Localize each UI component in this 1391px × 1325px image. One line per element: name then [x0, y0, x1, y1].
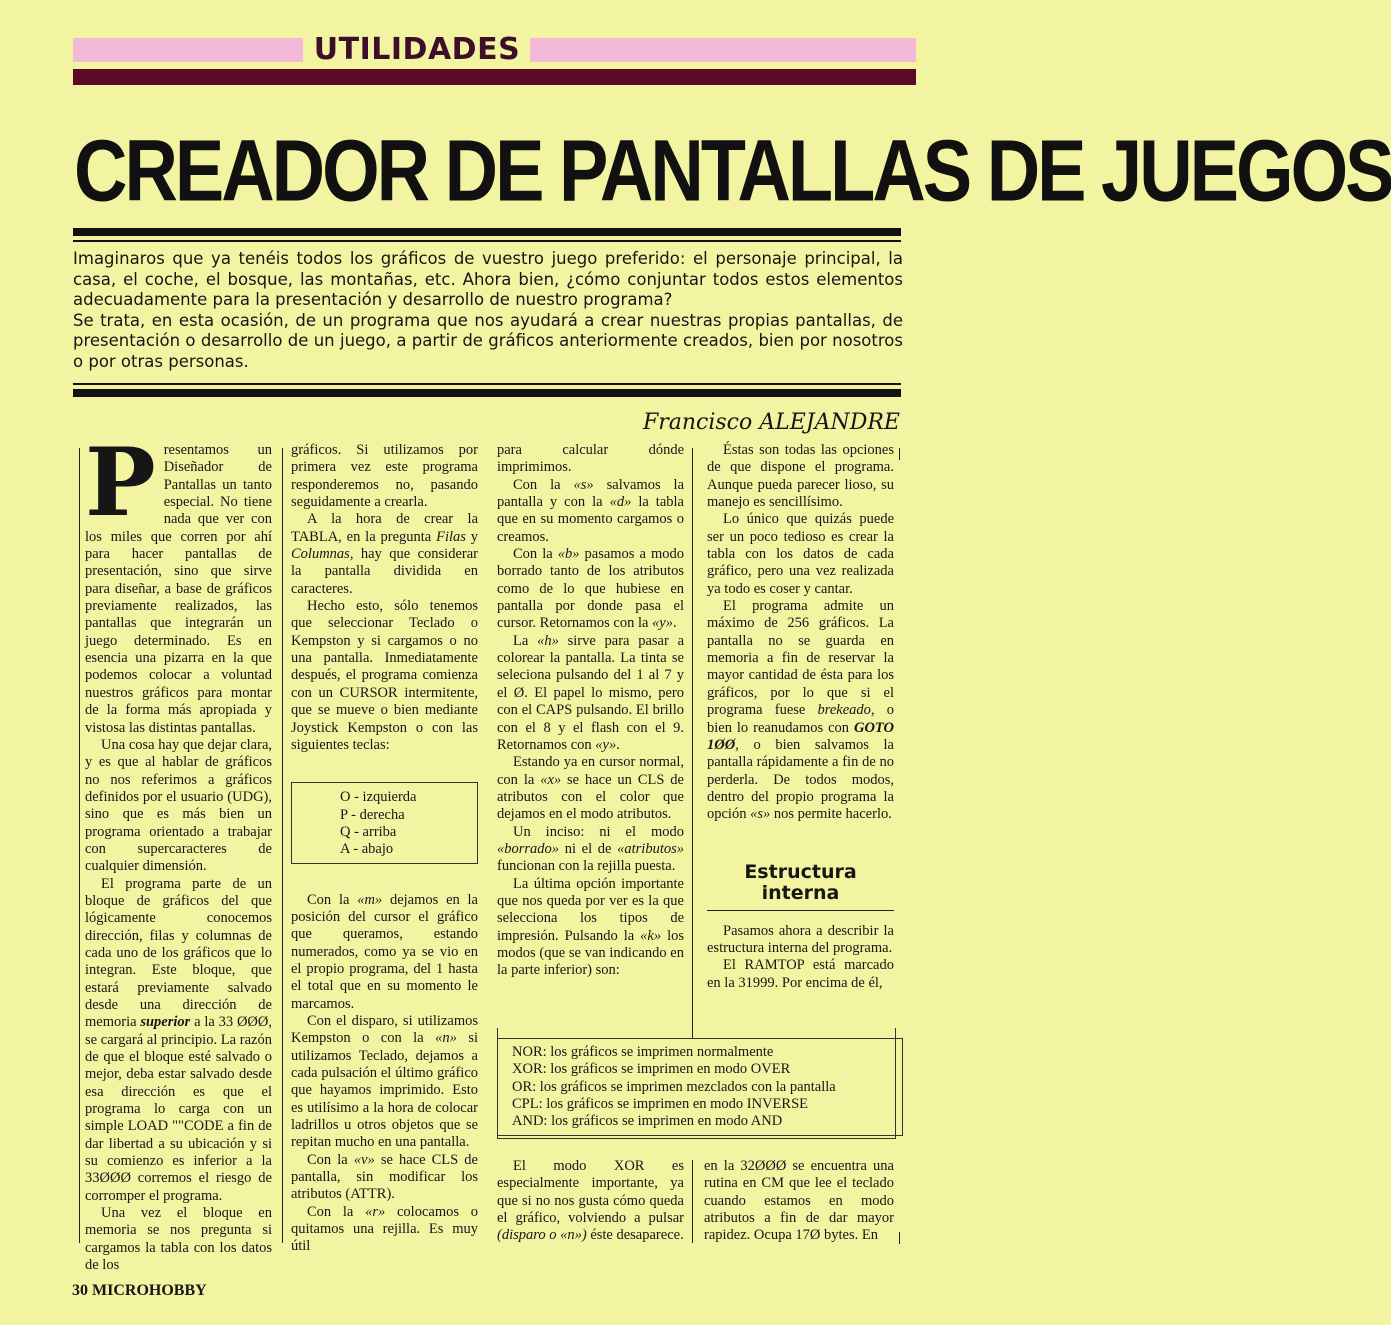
col3-p4-c: sirve para pasar a colorear la pantalla. La tinta se seleciona pulsando del 1 al 7 y el Ø. El papel lo mismo, pero con el CAPS pulsando. El brillo con el 8 y el flash con el 9. Retornamos con — [497, 632, 685, 753]
col3-p6-e: funcionan con la rejilla puesta. — [497, 858, 676, 875]
col3-p2-e: la tabla que en su momento cargamos o creamos. — [497, 494, 684, 545]
lead-p2: Se trata, en esta ocasión, de un programa que nos ayudará a crear nuestras propias pantallas, de presentación o desarrollo de un juego, a partir de gráficos anteriormente creados, bien por nosotros o por otras personas. — [73, 310, 903, 371]
column-rule-6 — [899, 1232, 900, 1244]
lead-rule-thin — [73, 383, 901, 385]
column-rule-3 — [692, 448, 693, 1038]
col2-p4-c: dejamos en la posición del cursor el gráfico que queramos, estando numerados, como ya se vio en el propio programa, del 1 hasta el total que en su momento le marcamos. — [291, 891, 478, 1012]
page-footer: 30 MICROHOBBY — [72, 1282, 207, 1299]
col4-p3-a: El programa admite un máximo de 256 gráficos. La pantalla no se guarda en memoria a fin de reservar la mayor cantidad de ésta para los gráficos, por lo que si el programa fuese — [707, 598, 894, 719]
col2-p2-e: , hay que considerar la pantalla dividida en caracteres. — [291, 546, 478, 597]
col3-p2-c: salvamos la pantalla y con la — [497, 476, 684, 511]
title-rule-thin — [73, 240, 901, 242]
col3-p6-b: «borrado» — [497, 840, 560, 857]
subheading: Estructura interna — [744, 860, 857, 904]
col3-p2-a: Con la — [513, 476, 574, 493]
col3-p3-c: pasamos a modo borrado tanto de los atributos como de lo que hubiese en pantalla por donde pasa el cursor. Retornamos con la — [497, 546, 684, 632]
print-modes-box — [497, 1038, 903, 1136]
col1-p1 — [85, 428, 272, 737]
section-bar-left — [73, 38, 303, 62]
col2-p7 — [291, 1204, 478, 1256]
col4-p3-b: brekeado — [817, 702, 871, 719]
col1-p3-c: a la 33 ØØØ, se cargará al principio. La razón de que el bloque esté salvado o mejor, deba estar salvado desde esa dirección es que el programa lo carga con un simple LOAD ""CODE a fin de dar libertad a su ubicación y si su comienzo es inferior a la 33ØØØ corremos el riesgo de corromper el programa. — [85, 1014, 272, 1204]
col4-p1: Éstas son todas las opciones de que dispone el programa. Aunque pueda parecer lioso, su manejo es sencillísimo. — [707, 442, 894, 511]
col3-p5-c: se hace un CLS de atributos con el color que dejamos en el modo atributos. — [497, 771, 684, 823]
col3-p4-d: «y» — [595, 736, 617, 753]
section-title: UTILIDADES — [313, 32, 521, 67]
col1-p3-a: El programa parte de un bloque de gráficos del que lógicamente conocemos dirección, filas y columnas de cada uno de los gráficos que lo integran. Este bloque, que estará previamente salvado desde una dirección de memoria — [85, 875, 272, 1031]
col3b-p1-c: éste desaparece. — [586, 1227, 684, 1244]
mode-and: AND: los gráficos se imprimen en modo AND — [512, 1113, 783, 1130]
col3-p3-d: «y» — [652, 615, 673, 632]
col3-p7-b: «k» — [640, 927, 662, 944]
col2-p5-a: Con el disparo, si utilizamos Kempston o con la — [291, 1012, 478, 1047]
col3-p4-a: La — [513, 632, 538, 649]
col3-p2-b: «s» — [573, 476, 594, 493]
title-rule-thick — [73, 228, 901, 236]
col3-p4-b: «h» — [537, 632, 559, 649]
lead-rule-thick — [73, 389, 901, 397]
col3-p2-d: «d» — [609, 494, 632, 511]
col2-p2-b: Filas — [436, 528, 466, 545]
mode-xor: XOR: los gráficos se imprimen en modo OVER — [512, 1061, 791, 1078]
col2-p1: gráficos. Si utilizamos por primera vez este programa responderemos no, pasando seguidamente a crearla. — [291, 442, 478, 511]
col4-p5: El RAMTOP está marcado en la 31999. Por encima de él, — [707, 957, 894, 991]
mode-or: OR: los gráficos se imprimen mezclados con la pantalla — [512, 1078, 836, 1095]
col2-p7-c: colocamos o quitamos una rejilla. Es muy útil — [291, 1203, 478, 1255]
col2-p2 — [291, 511, 478, 598]
col3-p7 — [497, 876, 684, 980]
col3b-p1-b: (disparo o «n») — [497, 1227, 587, 1244]
drop-cap: P — [85, 428, 156, 538]
col3-p6-d: «atributos» — [617, 840, 684, 857]
column-rule-2 — [282, 448, 283, 1243]
article-title: CREADOR DE PANTALLAS DE JUEGOS — [74, 121, 1391, 220]
col1-p4: Una vez el bloque en memoria se nos pregunta si cargamos la tabla con los datos de los — [85, 1205, 272, 1274]
lead-p1: Imaginaros que ya tenéis todos los gráficos de vuestro juego preferido: el personaje principal, la casa, el coche, el bosque, las montañas, etc. Ahora bien, ¿cómo conjuntar todos estos elementos adecuadamente para la presentación y desarrollo de nuestro programa? — [73, 249, 903, 309]
col2-p2-c: y — [465, 528, 479, 545]
col2-p5-c: si utilizamos Teclado, dejamos a cada pulsación el último gráfico que hayamos imprimido. Esto es utilísimo a la hora de colocar ladrillos u otros objetos que se repitan mucho en una pantalla. — [291, 1030, 478, 1151]
column-3-bottom — [497, 1158, 684, 1245]
mode-cpl: CPL: los gráficos se imprimen en modo INVERSE — [512, 1096, 809, 1113]
col3-p1: para calcular dónde imprimimos. — [497, 442, 684, 476]
col1-p3-b: superior — [140, 1014, 191, 1031]
col3-p3 — [497, 546, 684, 633]
col2-p6-a: Con la — [307, 1151, 354, 1168]
col3-p5-a: Estando ya en cursor normal, con la — [497, 754, 684, 788]
col2-p3: Hecho esto, sólo tenemos que seleccionar Teclado o Kempston y si cargamos o no una pantalla. Inmediatamente después, el programa comienza con un CURSOR intermitente, que se mueve o bien mediante Joystick Kempston o con las siguientes teclas: — [291, 598, 478, 753]
column-rule-1 — [79, 448, 80, 1243]
col3-p7-a: La última opción importante que nos queda por ver es la que selecciona los tipos de impresión. Pulsando la — [497, 875, 684, 944]
key-down: A - abajo — [340, 841, 394, 858]
mode-nor: NOR: los gráficos se imprimen normalmente — [512, 1044, 774, 1060]
keys-box — [291, 782, 478, 863]
col3-p4 — [497, 633, 684, 754]
col3-p7-c: los modos (que se van indicando en la parte inferior) son: — [497, 927, 684, 979]
lead-paragraph — [73, 249, 903, 372]
col2-p2-a: A la hora de crear la TABLA, en la pregunta — [291, 511, 478, 545]
section-bar-right — [530, 38, 916, 62]
column-2 — [291, 442, 479, 1255]
column-4 — [707, 442, 894, 1012]
col4-p3-c: , o bien lo reanudamos con — [707, 702, 894, 736]
col4b-p1: en la 32ØØØ se encuentra una rutina en CM que lee el teclado cuando estamos en modo atributos a fin de dar mayor rapidez. Ocupa 17Ø bytes. En — [704, 1158, 894, 1244]
col3-p3-a: Con la — [513, 546, 558, 563]
column-rule-5 — [692, 1160, 693, 1243]
header-rule — [73, 69, 916, 85]
col4-p3-f: «s» — [750, 806, 771, 823]
col3-p5 — [497, 754, 684, 823]
col4-p2: Lo único que quizás puede ser un poco tedioso es crear la tabla con los datos de cada gráfico, pero una vez realizada ya todo es coser y cantar. — [707, 511, 894, 597]
subheading-rule — [707, 910, 894, 911]
col2-p6 — [291, 1152, 478, 1204]
col4-p3 — [707, 598, 894, 823]
col2-p4-b: «m» — [357, 891, 383, 908]
col2-p6-b: «v» — [353, 1151, 375, 1168]
col3-p4-e: . — [616, 736, 620, 753]
col4-p3-g: nos permite hacerlo. — [770, 806, 892, 823]
col1-p2: Una cosa hay que dejar clara, y es que al hablar de gráficos no nos referimos a gráficos definidos por el usuario (UDG), sino que es más bien un programa orientado a trabajar con supercaracteres de cualquier dimensión. — [85, 736, 272, 875]
col2-p5 — [291, 1013, 478, 1152]
column-rule-4 — [899, 448, 900, 460]
column-1 — [85, 428, 272, 1274]
col2-p7-a: Con la — [307, 1203, 366, 1220]
column-4-bottom — [704, 1158, 894, 1245]
col2-p4 — [291, 892, 478, 1013]
key-right: P - derecha — [340, 806, 405, 823]
section-header — [73, 32, 916, 67]
col2-p4-a: Con la — [307, 891, 358, 908]
col3-p2 — [497, 477, 684, 546]
col1-p3 — [85, 876, 272, 1206]
col4-p4: Pasamos ahora a describir la estructura interna del programa. — [707, 922, 894, 956]
key-up: Q - arriba — [340, 823, 397, 840]
col3-p6 — [497, 824, 684, 876]
col2-p6-c: se hace CLS de pantalla, sin modificar los atributos (ATTR). — [291, 1151, 478, 1203]
col3-p3-e: . — [672, 615, 677, 632]
column-3 — [497, 442, 684, 1012]
col2-p7-b: «r» — [365, 1203, 386, 1220]
author-byline: Francisco ALEJANDRE — [642, 410, 900, 435]
col3b-p1 — [497, 1158, 684, 1245]
col4-p3-d: GOTO 1ØØ — [707, 719, 894, 753]
col4-p3-e: , o bien salvamos la pantalla rápidamente a fin de no perderla. De todos modos, dentro del propio programa la opción — [707, 736, 894, 823]
col3-p6-c: ni el de — [559, 840, 618, 857]
col3-p5-b: «x» — [540, 771, 562, 788]
col3b-p1-a: El modo XOR es especialmente importante, ya que si no nos gusta cómo queda el gráfico, volviendo a pulsar — [497, 1158, 684, 1227]
col3-p3-b: «b» — [557, 546, 580, 563]
col1-p1-text: resentamos un Diseñador de Pantallas un tanto especial. No tiene nada que ver con los miles que corren por ahí para hacer pantallas de presentación, sino que sirve para diseñar, a base de gráficos previamente realizados, las pantallas que integrarán un juego determinado. Es en esencia una pizarra en la que podemos colocar a voluntad nuestros gráficos para montar de la forma más apropiada y vistosa las distintas pantallas. — [85, 442, 272, 736]
col3-p6-a: Un inciso: ni el modo — [513, 823, 684, 840]
key-left: O - izquierda — [340, 789, 417, 806]
col2-p5-b: «n» — [435, 1030, 457, 1047]
col2-p2-d: Columnas — [291, 546, 350, 563]
